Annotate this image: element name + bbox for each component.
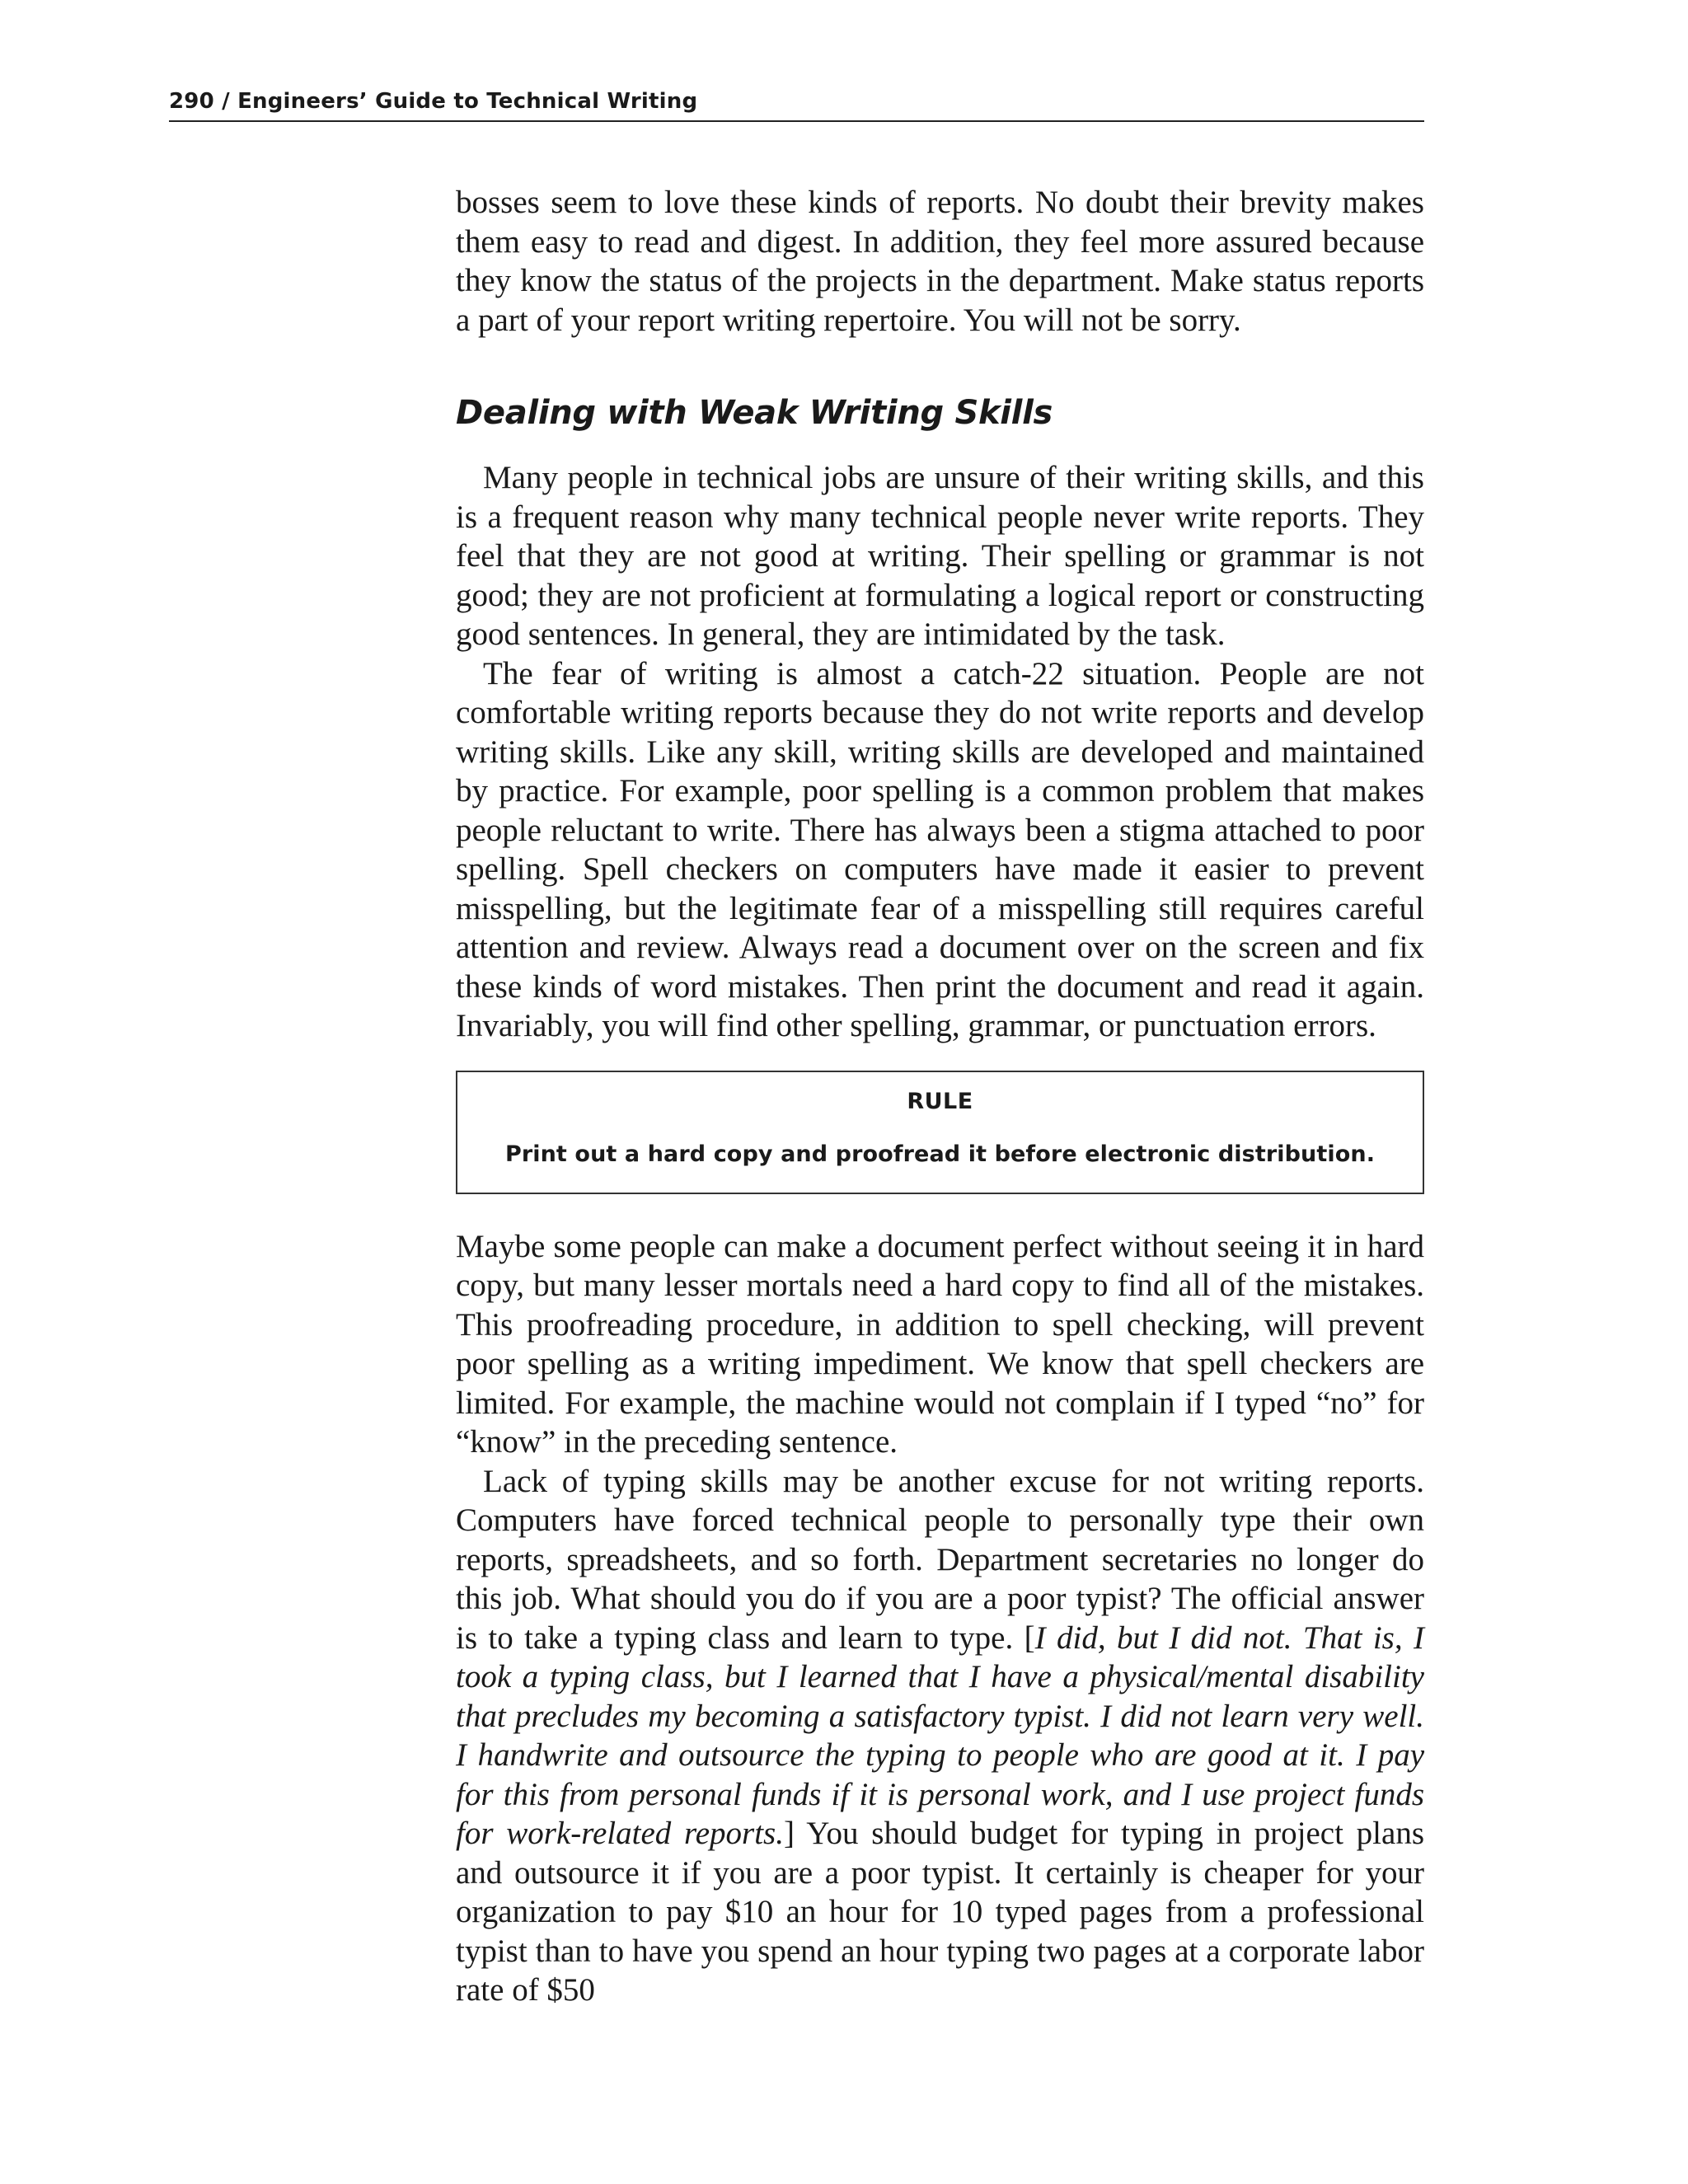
paragraph-4 xyxy=(456,1462,1424,2010)
paragraph-3: Maybe some people can make a document perfect without seeing it in hard copy, but many lesser mortals need a hard copy to find all of the mistakes. This proofreading procedure, in addition to spell checking, will prevent poor spelling as a writing impediment. We know that spell checkers are limited. For example, the machine would not complain if I typed “no” for “know” in the preceding sentence. xyxy=(456,1228,1424,1460)
paragraph-4-italic-aside: I did, but I did not. That is, I took a typing class, but I learned that I have a physical/mental disability that precludes my becoming a satisfactory typist. I did not learn very well. I handwrite and outsource the typing to people who are good at it. I pay for this from personal funds if it is personal work, and I use project funds for work-related reports. xyxy=(456,1619,1424,1851)
rule-box xyxy=(456,1071,1424,1194)
rule-text: Print out a hard copy and proofread it before electronic distribution. xyxy=(504,1141,1376,1167)
paragraph-4-part-2: ] You should budget for typing in project plans and outsource it if you are a poor typist. It certainly is cheaper for your organization to pay $10 an hour for 10 typed pages from a professional typist than to have you spend an hour typing two pages at a corporate labor rate of $50 xyxy=(456,1816,1424,2008)
paragraph-2: The fear of writing is almost a catch-22 situation. People are not comfortable writing reports because they do not write reports and develop writing skills. Like any skill, writing skills are developed and maintained by practice. For example, poor spelling is a common problem that makes people reluctant to write. There has always been a stigma attached to poor spelling. Spell checkers on computers have made it easier to prevent misspelling, but the legitimate fear of a misspelling still requires careful attention and review. Always read a document over on the screen and fix these kinds of word mistakes. Then print the document and read it again. Invariably, you will find other spelling, grammar, or punctuation errors. xyxy=(456,655,1424,1043)
rule-title: RULE xyxy=(907,1088,973,1114)
paragraph-4-part-1: Lack of typing skills may be another excuse for not writing reports. Computers have forced technical people to personally type their own reports, spreadsheets, and so forth. Department secretaries no longer do this job. What should you do if you are a poor typist? The official answer is to take a typing class and learn to type. [ xyxy=(456,1463,1424,1656)
running-head xyxy=(169,82,1424,122)
section-heading: Dealing with Weak Writing Skills xyxy=(456,394,1053,432)
running-head-text: 290 / Engineers’ Guide to Technical Writing xyxy=(169,89,698,114)
paragraph-intro: bosses seem to love these kinds of reports. No doubt their brevity makes them easy to read and digest. In addition, they feel more assured because they know the status of the projects in the department. Make status reports a part of your report writing repertoire. You will not be sorry. xyxy=(456,185,1424,338)
paragraph-1: Many people in technical jobs are unsure of their writing skills, and this is a frequent reason why many technical people never write reports. They feel that they are not good at writing. Their spelling or grammar is not good; they are not proficient at formulating a logical report or constructing good sentences. In general, they are intimidated by the task. xyxy=(456,460,1424,652)
page-body xyxy=(456,183,1424,2010)
